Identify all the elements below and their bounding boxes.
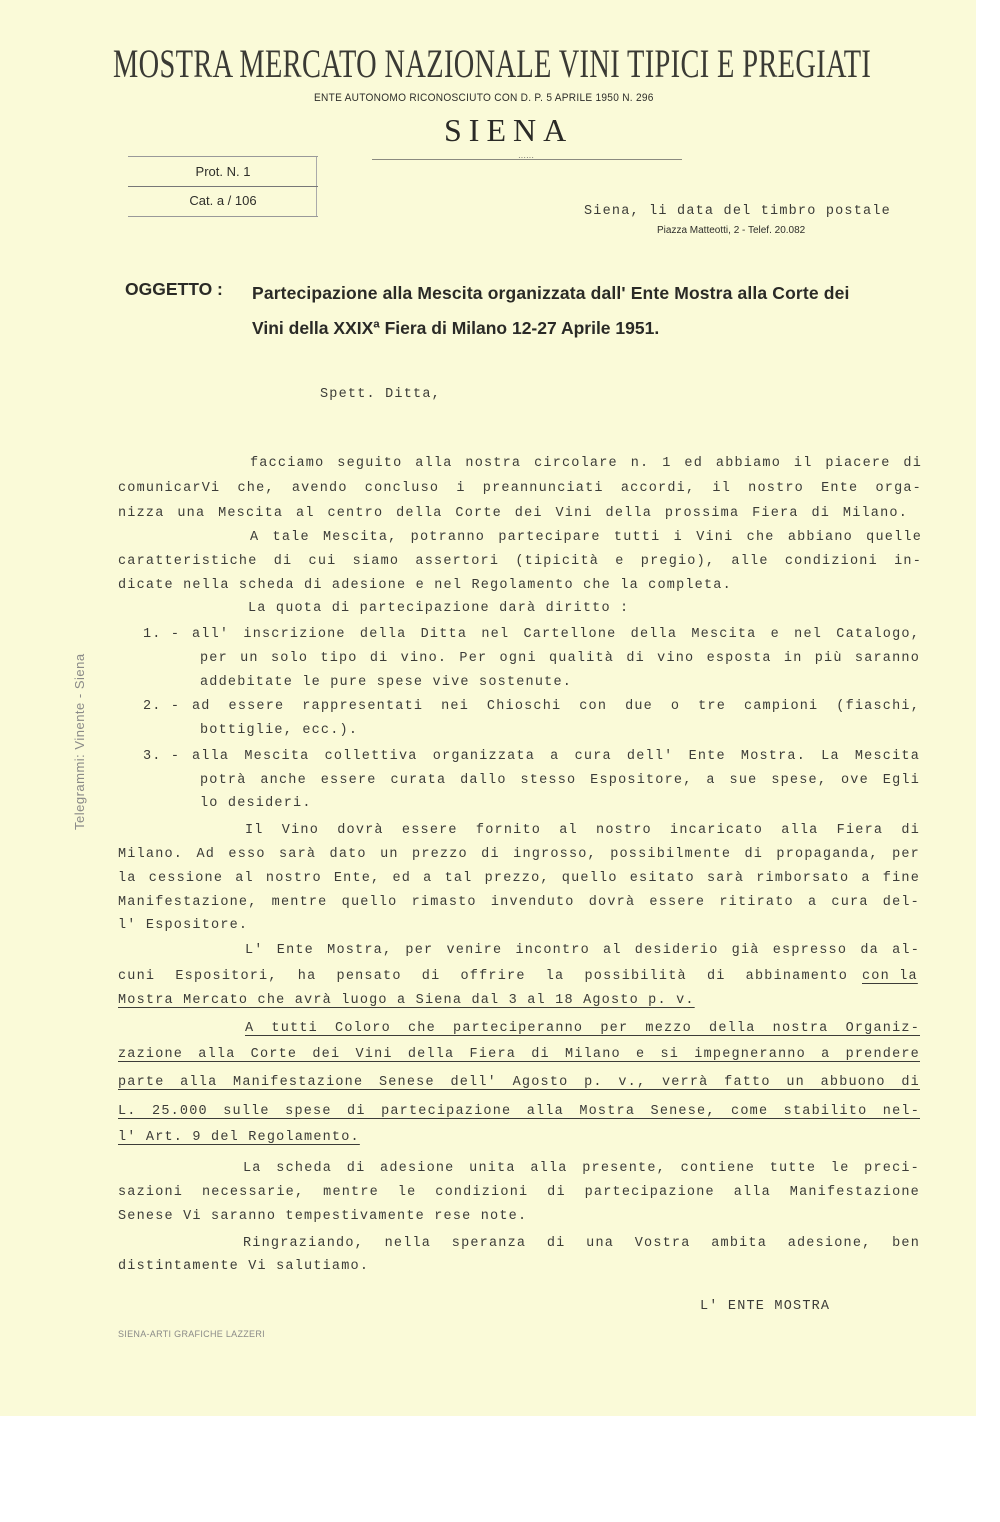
list-item-line: potrà anche essere curata dallo stesso Espositore, a sue spese, ove Egli [200,773,920,788]
list-item-line: all' inscrizione della Ditta nel Cartellone della Mescita e nel Catalogo, [192,627,920,642]
body-line: l' Espositore. [118,918,249,933]
body-line: distintamente Vi salutiamo. [118,1259,370,1274]
body-line: nizza una Mescita al centro della Corte dei Vini della prossima Fiera di Milano. [118,506,908,521]
list-item-line: alla Mescita collettiva organizzata a cura dell' Ente Mostra. La Mescita [192,749,920,764]
date-line: Siena, li data del timbro postale [584,204,891,219]
body-line: Milano. Ad esso sarà dato un prezzo di ingrosso, possibilmente di propaganda, per [118,847,920,862]
body-line: sazioni necessarie, mentre le condizioni di partecipazione alla Manifestazione [118,1185,920,1200]
body-line: Manifestazione, mentre quello rimasto invenduto dovrà essere ritirato a cura del- [118,895,920,910]
letterhead-city: SIENA [444,112,574,148]
protocol-rule [128,216,318,217]
subject-label: OGGETTO : [125,279,223,299]
category-number: Cat. a / 106 [189,193,257,208]
subject-line: Partecipazione alla Mescita organizzata dall' Ente Mostra alla Corte dei [252,283,850,303]
body-line: la cessione al nostro Ente, ed a tal prezzo, quello esitato sarà rimborsato a fine [118,871,920,886]
list-item-line: lo desideri. [200,796,312,811]
list-item-line: bottiglie, ecc.). [200,723,359,738]
address: Piazza Matteotti, 2 - Telef. 20.082 [657,225,806,236]
signature: L' ENTE MOSTRA [700,1299,831,1314]
underlined-text: zazione alla Corte dei Vini della Fiera di Milano e si impegneranno a prendere [118,1047,920,1062]
telegram-side-note: Telegrammi: Vinente - Siena [72,653,87,830]
body-line: A tale Mescita, potranno partecipare tutti i Vini che abbiano quelle [250,530,922,545]
letterhead-subtitle: ENTE AUTONOMO RICONOSCIUTO CON D. P. 5 APRILE 1950 N. 296 [314,92,654,104]
divider-ornament: ······ [518,153,534,162]
list-item-line: ad essere rappresentati nei Chioschi con due o tre campioni (fiaschi, [192,699,920,714]
body-line: cuni Espositori, ha pensato di offrire la possibilità di abbinamento [118,969,848,984]
body-line: caratteristiche di cui siamo assertori (tipicità e pregio), alle condizioni in- [118,554,922,569]
underlined-text: con la [862,969,918,984]
list-number: 1. - [143,627,181,642]
body-line: dicate nella scheda di adesione e nel Regolamento che la completa. [118,578,732,593]
underlined-text: l' Art. 9 del Regolamento. [118,1130,360,1145]
body-line: L' Ente Mostra, per venire incontro al desiderio già espresso da al- [245,943,920,958]
underlined-text: A tutti Coloro che parteciperanno per mezzo della nostra Organiz- [245,1021,920,1036]
protocol-number: Prot. N. 1 [195,164,251,179]
body-line: Ringraziando, nella speranza di una Vostra ambita adesione, ben [243,1236,920,1251]
subject-line: Vini della XXIXª Fiera di Milano 12-27 Aprile 1951. [252,318,660,338]
body-line: facciamo seguito alla nostra circolare n. 1 ed abbiamo il piacere di [250,456,922,471]
body-line: La scheda di adesione unita alla presente, contiene tutte le preci- [243,1161,920,1176]
protocol-rule [128,186,318,187]
body-line: Senese Vi saranno tempestivamente rese note. [118,1209,528,1224]
underlined-text: Mostra Mercato che avrà luogo a Siena dal 3 al 18 Agosto p. v. [118,993,695,1008]
salutation: Spett. Ditta, [320,387,441,402]
underlined-text: parte alla Manifestazione Senese dell' Agosto p. v., verrà fatto un abbuono di [118,1075,920,1090]
body-line: comunicarVi che, avendo concluso i preannunciati accordi, il nostro Ente orga- [118,481,922,496]
letterhead-title: MOSTRA MERCATO NAZIONALE VINI TIPICI E PREGIATI [113,41,872,86]
body-line: Il Vino dovrà essere fornito al nostro incaricato alla Fiera di [245,823,920,838]
list-item-line: per un solo tipo di vino. Per ogni qualità di vino esposta in più saranno [200,651,920,666]
printer-credit: SIENA-ARTI GRAFICHE LAZZERI [118,1329,265,1339]
body-line: La quota di partecipazione darà diritto : [248,601,630,616]
protocol-rule [128,156,318,157]
list-item-line: addebitate le pure spese vive sostenute. [200,675,573,690]
underlined-text: L. 25.000 sulle spese di partecipazione alla Mostra Senese, come stabilito nel- [118,1104,920,1119]
protocol-box [128,156,317,216]
list-number: 3. - [143,749,181,764]
list-number: 2. - [143,699,181,714]
